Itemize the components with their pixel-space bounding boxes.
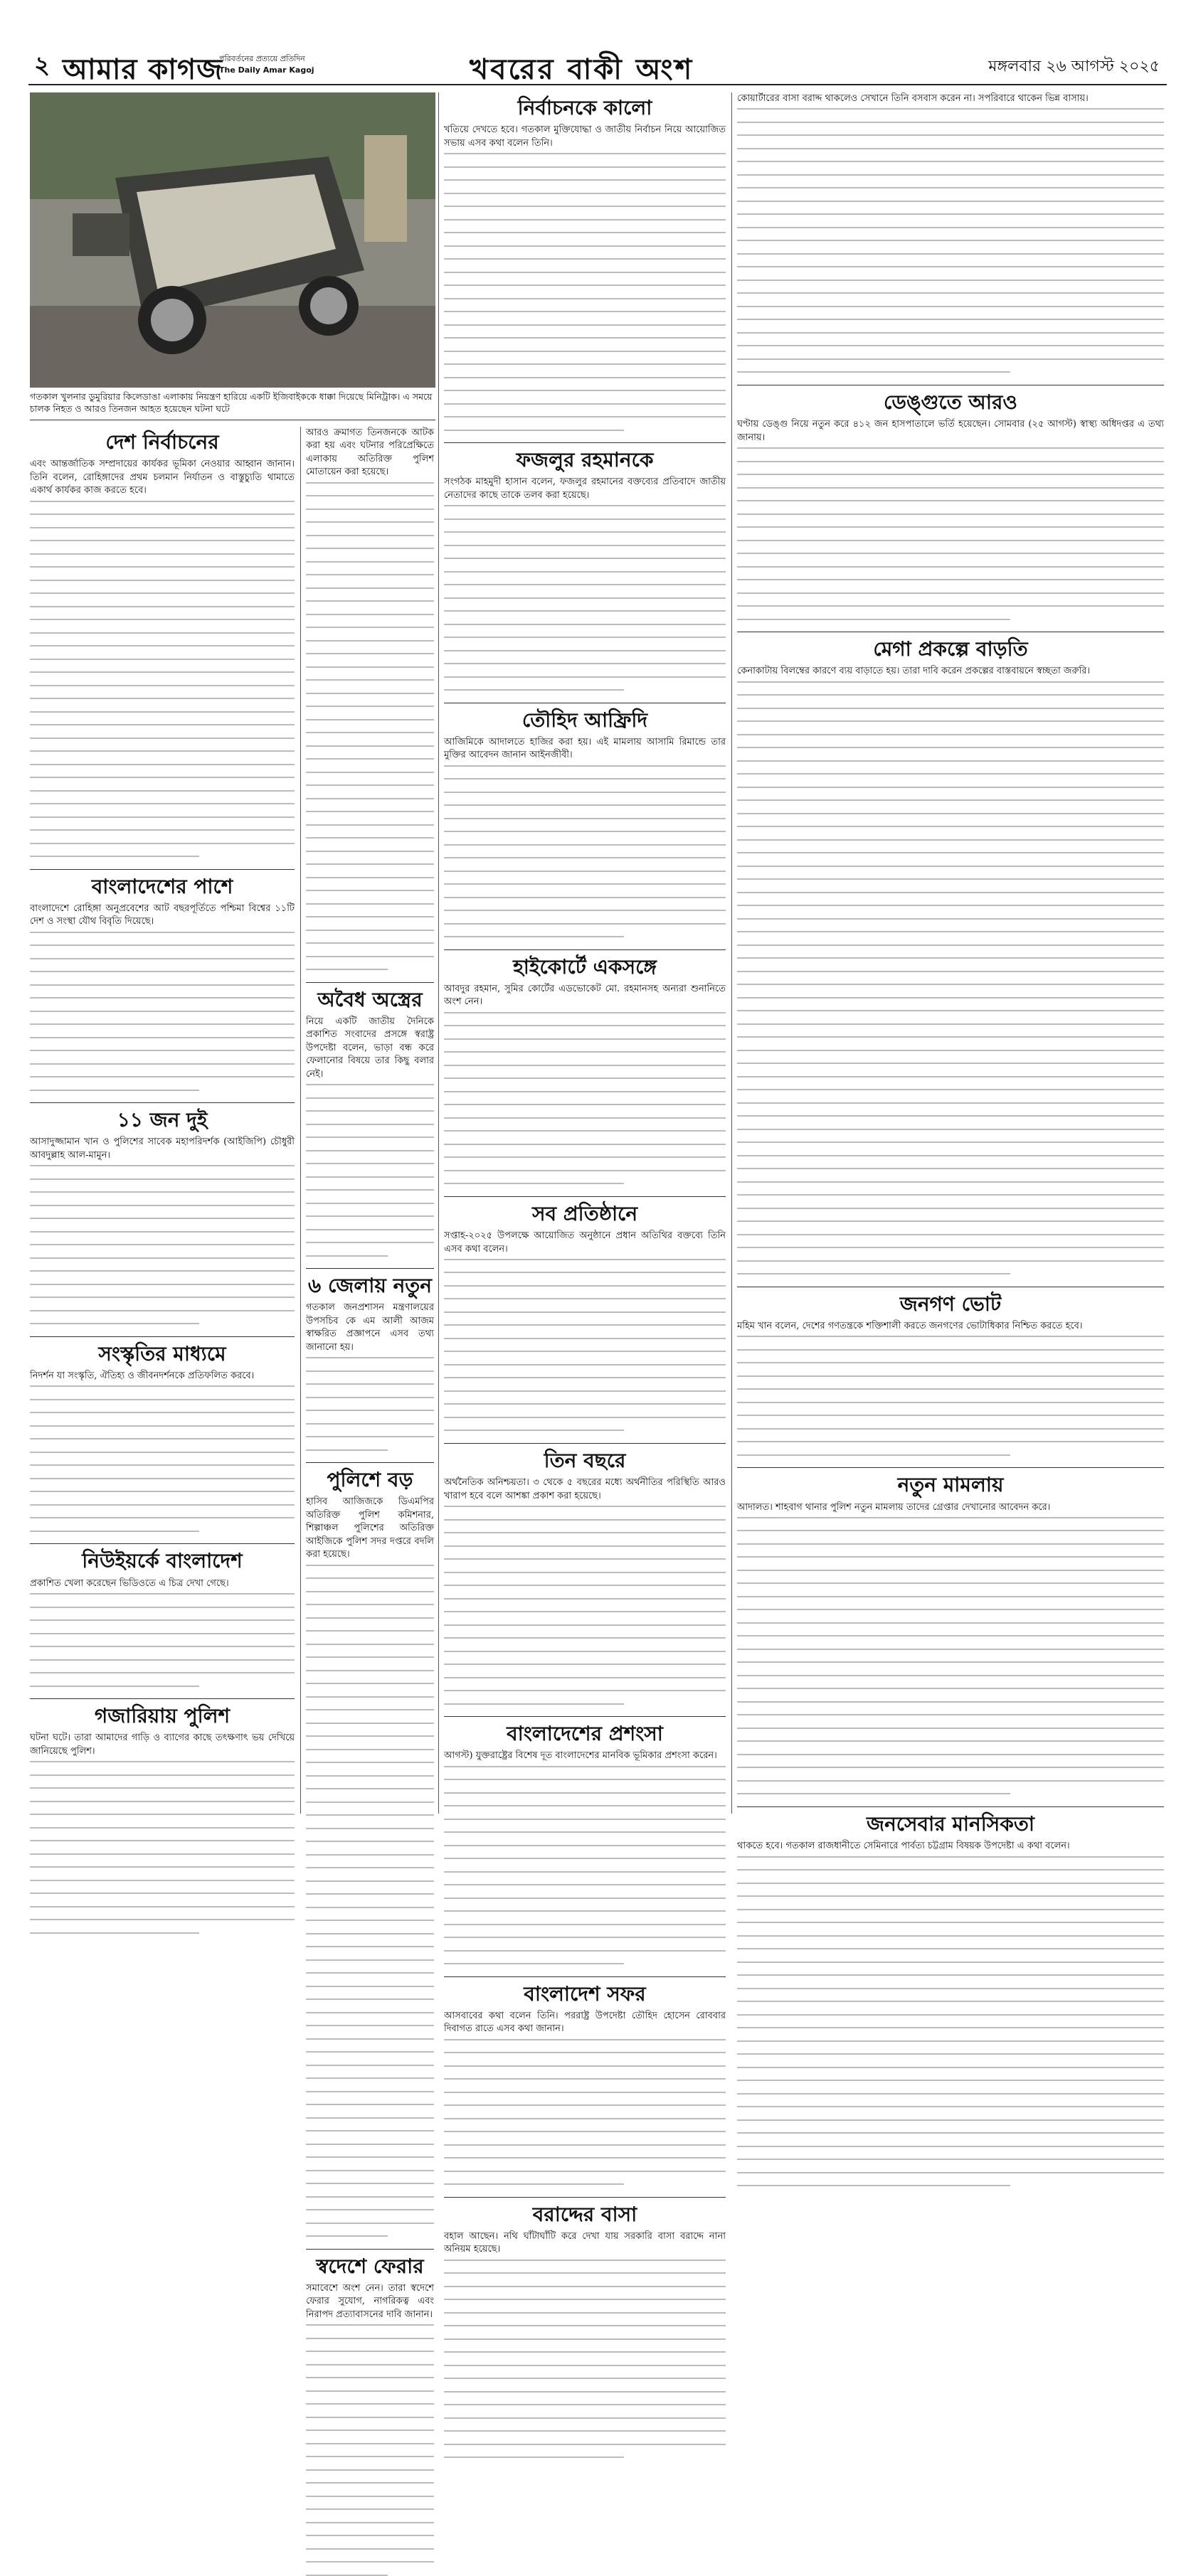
article-headline[interactable]: ডেঙ্গুতে আরও — [883, 390, 1017, 414]
article-text-lines — [444, 153, 726, 431]
news-article — [30, 1698, 295, 1934]
article-headline[interactable]: পুলিশে বড় — [327, 1468, 413, 1492]
article-text-lines — [30, 1165, 295, 1324]
article-headline[interactable]: নতুন মামলায় — [897, 1473, 1004, 1497]
article-divider — [30, 1336, 295, 1337]
article-divider — [444, 1443, 726, 1444]
news-article — [306, 427, 434, 970]
article-text-lines — [30, 932, 295, 1091]
article-text-lines — [30, 501, 295, 858]
article-body: অর্থনৈতিক অনিশ্চয়তা। ৩ থেকে ৫ বছরের মধ্যে অর্থনীতির পরিস্থিতি আরও খারাপ হবে বলে আশঙ্কা প্রকাশ করা হয়েছে। — [444, 1477, 726, 1501]
news-article — [30, 1543, 295, 1686]
article-text-lines — [737, 1856, 1164, 2187]
article-text-lines — [444, 1506, 726, 1705]
page-number: ২ — [34, 51, 51, 80]
article-body: নিদর্শন যা সংস্কৃতি, ঐতিহ্য ও জীবনদর্শনকে প্রতিফলিত করবে। — [30, 1370, 255, 1381]
article-headline[interactable]: নিউইয়র্কে বাংলাদেশ — [82, 1549, 243, 1573]
news-article — [444, 97, 726, 431]
tagline: পরিবর্তনের প্রত্যয়ে প্রতিদিন — [219, 54, 305, 63]
article-headline[interactable]: নির্বাচনকে কালো — [517, 96, 652, 119]
column-divider — [300, 427, 301, 1814]
news-article — [444, 1443, 726, 1705]
article-headline[interactable]: হাইকোর্টে একসঙ্গে — [513, 954, 657, 979]
news-article — [306, 2249, 434, 2576]
article-text-lines — [30, 1385, 295, 1532]
article-divider — [444, 1196, 726, 1197]
article-body: সপ্তাহ-২০২৫ উপলক্ষে আয়োজিত অনুষ্ঠানে প্রধান অতিথির বক্তব্যে তিনি এসব কথা বলেন। — [444, 1230, 726, 1255]
article-headline[interactable]: জনসেবার মানসিকতা — [867, 1811, 1034, 1836]
issue-date: মঙ্গলবার ২৬ আগস্ট ২০২৫ — [988, 58, 1160, 75]
news-article — [737, 632, 1164, 1274]
article-headline[interactable]: বরাদ্দের বাসা — [532, 2202, 637, 2226]
article-headline[interactable]: মেগা প্রকল্পে বাড়তি — [873, 637, 1028, 661]
article-text-lines — [737, 1336, 1164, 1456]
news-article — [30, 869, 295, 1091]
article-text-lines — [737, 447, 1164, 620]
article-body: সংগঠক মাহমুদী হাসান বলেন, ফজলুর রহমানের বক্তব্যের প্রতিবাদে জাতীয় নেতাদের কাছে তাকে তলব করা হয়েছে। — [444, 477, 726, 501]
article-text-lines — [30, 1593, 295, 1687]
article-body: আরও ক্রমাগত তিনজনকে আটক করা হয় এবং ঘটনার পরিপ্রেক্ষিতে এলাকায় অতিরিক্ত পুলিশ মোতায়েন করা হয়েছে। — [306, 427, 434, 478]
article-headline[interactable]: বাংলাদেশ সফর — [524, 1981, 646, 2006]
article-body: গতকাল জনপ্রশাসন মন্ত্রণালয়ের উপসচিব কে এম আলী আজম স্বাক্ষরিত প্রজ্ঞাপনে এসব তথ্য জানানো হয়। — [306, 1302, 434, 1353]
article-body: আজিমিকে আদালতে হাজির করা হয়। এই মামলায় আসামি রিমান্ডে তার মুক্তির আবেদন জানান আইনজীবী। — [444, 736, 726, 761]
article-body: নিয়ে একটি জাতীয় দৈনিকে প্রকাশিত সংবাদের প্রসঙ্গে স্বরাষ্ট্র উপদেষ্টা বলেন, ভাড়া বন্ধ করে ফেলানোর বিষয়ে তার কিছু বলার নেই। — [306, 1016, 434, 1080]
article-text-lines — [444, 2039, 726, 2186]
article-text-lines — [306, 2324, 434, 2576]
article-headline[interactable]: ফজলুর রহমানকে — [516, 448, 654, 472]
news-article — [737, 92, 1164, 373]
article-divider — [444, 442, 726, 443]
article-headline[interactable]: বাংলাদেশের পাশে — [91, 874, 233, 898]
article-divider — [444, 1716, 726, 1717]
article-body: আবদুর রহমান, সুমির কোর্টের এডভোকেট মো. রহমানসহ অন্যরা শুনানিতে অংশ নেন। — [444, 983, 726, 1008]
article-text-lines — [306, 1357, 434, 1451]
news-article — [737, 1467, 1164, 1794]
article-headline[interactable]: জনগণ ভোট — [899, 1292, 1002, 1316]
article-body: বহাল আছেন। নথি ঘাঁটাঘাঁটি করে দেখা যায় সরকারি বাসা বরাদ্দে নানা অনিয়ম হয়েছে। — [444, 2230, 726, 2255]
article-body: মহিম খান বলেন, দেশের গণতন্ত্রকে শক্তিশালী করতে জনগণের ভোটাধিকার নিশ্চিত করতে হবে। — [737, 1320, 1083, 1331]
article-divider — [30, 869, 295, 870]
news-article — [444, 1976, 726, 2186]
article-headline[interactable]: তিন বছরে — [544, 1448, 626, 1472]
column-divider — [731, 92, 732, 1814]
article-divider — [444, 2197, 726, 2198]
article-divider — [444, 1976, 726, 1977]
column-1 — [30, 427, 295, 1814]
article-text-lines — [444, 1012, 726, 1185]
article-headline[interactable]: তৌহিদ আফ্রিদি — [521, 708, 648, 732]
news-article — [306, 982, 434, 1257]
article-body: বাংলাদেশে রোহিঙ্গা অনুপ্রবেশের আট বছরপূর্তিতে পশ্চিমা বিশ্বের ১১টি দেশ ও সংস্থা যৌথ বিবৃতি দিয়েছে। — [30, 903, 295, 927]
article-body: সমাবেশে অংশ নেন। তারা স্বদেশে ফেরার সুযোগ, নাগরিকত্ব এবং নিরাপদ প্রত্যাবাসনের দাবি জানান। — [306, 2282, 434, 2320]
article-body: কেনাকাটায় বিলম্বের কারণে ব্যয় বাড়াতে হয়। তারা দাবি করেন প্রকল্পের বাস্তবায়নে স্বচ্ছতা জরুরি। — [737, 666, 1091, 677]
column-3 — [444, 92, 726, 2255]
article-text-lines — [306, 482, 434, 971]
article-body: থাকতে হবে। গতকাল রাজধানীতে সেমিনারে পার্বত্য চট্টগ্রাম বিষয়ক উপদেষ্টা এ কথা বলেন। — [737, 1841, 1070, 1852]
news-article — [737, 1806, 1164, 2186]
article-text-lines — [444, 765, 726, 938]
news-photo — [30, 92, 435, 388]
article-headline[interactable]: অবৈধ অস্ত্রের — [317, 987, 423, 1011]
article-headline[interactable]: গজারিয়ায় পুলিশ — [94, 1704, 231, 1728]
photo-caption: গতকাল খুলনার ডুমুরিয়ার কিলেডাঙা এলাকায় নিয়ন্ত্রণ হারিয়ে একটি ইজিবাইককে ধাক্কা দিয়েছে মিনিট্রাক। এ সময়ে চালক নিহত ও আরও তিনজন আহত হয়েছেন ঘটনা ঘটে — [30, 391, 435, 420]
article-headline[interactable]: ৬ জেলায় নতুন — [307, 1274, 433, 1298]
article-text-lines — [737, 681, 1164, 1275]
article-body: খতিয়ে দেখতে হবে। গতকাল মুক্তিযোদ্ধা ও জাতীয় নির্বাচন নিয়ে আয়োজিত সভায় এসব কথা বলেন তিনি। — [444, 124, 726, 149]
news-article — [444, 442, 726, 691]
article-body: আসাদুজ্জামান খান ও পুলিশের সাবেক মহাপরিদর্শক (আইজিপি) চৌধুরী আবদুল্লাহ আল-মামুন। — [30, 1137, 295, 1161]
article-divider — [737, 1467, 1164, 1468]
article-headline[interactable]: ১১ জন দুই — [117, 1108, 208, 1132]
news-article — [306, 1268, 434, 1451]
news-article — [737, 385, 1164, 620]
article-divider — [306, 2249, 434, 2250]
news-article — [306, 1462, 434, 2237]
article-headline[interactable]: সংস্কৃতির মাধ্যমে — [98, 1341, 226, 1366]
article-text-lines — [444, 2260, 726, 2459]
article-body: প্রকাশিত খেলা করেছেন ভিডিওতে এ চিত্র দেখা গেছে। — [30, 1577, 229, 1589]
article-divider — [30, 1543, 295, 1544]
news-article — [30, 1336, 295, 1532]
masthead — [28, 43, 1167, 85]
article-divider — [306, 1268, 434, 1269]
article-text-lines — [737, 1517, 1164, 1795]
article-body: ঘটনা ঘটে। তারা আমাদের গাড়ি ও ব্যাগের কাছে তৎক্ষণাৎ ভয় দেখিয়ে জানিয়েছে পুলিশ। — [30, 1733, 295, 1757]
article-divider — [30, 1102, 295, 1103]
article-headline[interactable]: দেশ নির্বাচনের — [105, 430, 219, 454]
article-text-lines — [306, 1565, 434, 2237]
news-article — [30, 1102, 295, 1324]
article-text-lines — [737, 108, 1164, 373]
news-article — [444, 2197, 726, 2459]
news-article — [737, 1287, 1164, 1456]
section-title: খবরের বাকী অংশ — [470, 53, 694, 86]
article-headline[interactable]: স্বদেশে ফেরার — [316, 2254, 424, 2278]
article-body: কোয়ার্টারের বাসা বরাদ্দ থাকলেও সেখানে তিনি বসবাস করেন না। সপরিবারে থাকেন ভিন্ন বাসায়। — [737, 93, 1089, 104]
article-divider — [306, 1462, 434, 1463]
article-divider — [737, 1806, 1164, 1807]
article-headline[interactable]: বাংলাদেশের প্রশংসা — [507, 1722, 663, 1746]
article-body: আগস্ট) যুক্তরাষ্ট্রের বিশেষ দূত বাংলাদেশের মানবিক ভূমিকার প্রশংসা করেন। — [444, 1750, 717, 1762]
news-article — [30, 431, 295, 857]
news-article — [444, 703, 726, 938]
article-divider — [306, 982, 434, 983]
column-4 — [737, 92, 1164, 1852]
article-body: ঘণ্টায় ডেঙ্গু নিয়ে নতুন করে ৪১২ জন হাসপাতালে ভর্তি হয়েছেন। সোমবার (২৫ আগস্ট) স্বাস্থ্য অধিদপ্তর এ তথ্য জানায়। — [737, 419, 1164, 443]
news-article — [444, 1196, 726, 1432]
column-divider — [438, 92, 439, 1814]
news-article — [444, 1716, 726, 1964]
article-body: এবং আন্তর্জাতিক সম্প্রদায়ের কার্যকর ভূমিকা নেওয়ার আহ্বান জানান। তিনি বলেন, রোহিঙ্গাদের প্রথম চলমান নির্যাতন ও বাস্তুচ্যুতি থামাতে একার্থ কার্যকর কাজ করতে হবে। — [30, 459, 295, 496]
article-text-lines — [444, 1259, 726, 1432]
news-article — [444, 949, 726, 1185]
article-text-lines — [444, 1766, 726, 1965]
logo-english: The Daily Amar Kagoj — [219, 65, 314, 75]
article-body: আসবাবের কথা বলেন তিনি। পররাষ্ট্র উপদেষ্টা তৌহিদ হোসেন রোববার দিবাগত রাতে এসব কথা জানান। — [444, 2010, 726, 2035]
newspaper-logo: আমার কাগজ — [63, 53, 223, 86]
article-headline[interactable]: সব প্রতিষ্ঠানে — [531, 1201, 638, 1225]
article-body: আদালত। শাহবাগ থানার পুলিশ নতুন মামলায় তাদের গ্রেপ্তার দেখানোর আবেদন করে। — [737, 1501, 1051, 1513]
article-text-lines — [444, 505, 726, 691]
article-text-lines — [30, 1761, 295, 1934]
article-body: হাসিব আজিজকে ডিএমপির অতিরিক্ত পুলিশ কমিশনার, শিল্পাঞ্চল পুলিশের অতিরিক্ত আইজিকে পুলিশ সদর দপ্তরে বদলি করা হয়েছে। — [306, 1496, 434, 1560]
article-divider — [30, 1698, 295, 1699]
column-2 — [306, 427, 434, 2320]
article-text-lines — [306, 1084, 434, 1257]
article-divider — [444, 949, 726, 950]
